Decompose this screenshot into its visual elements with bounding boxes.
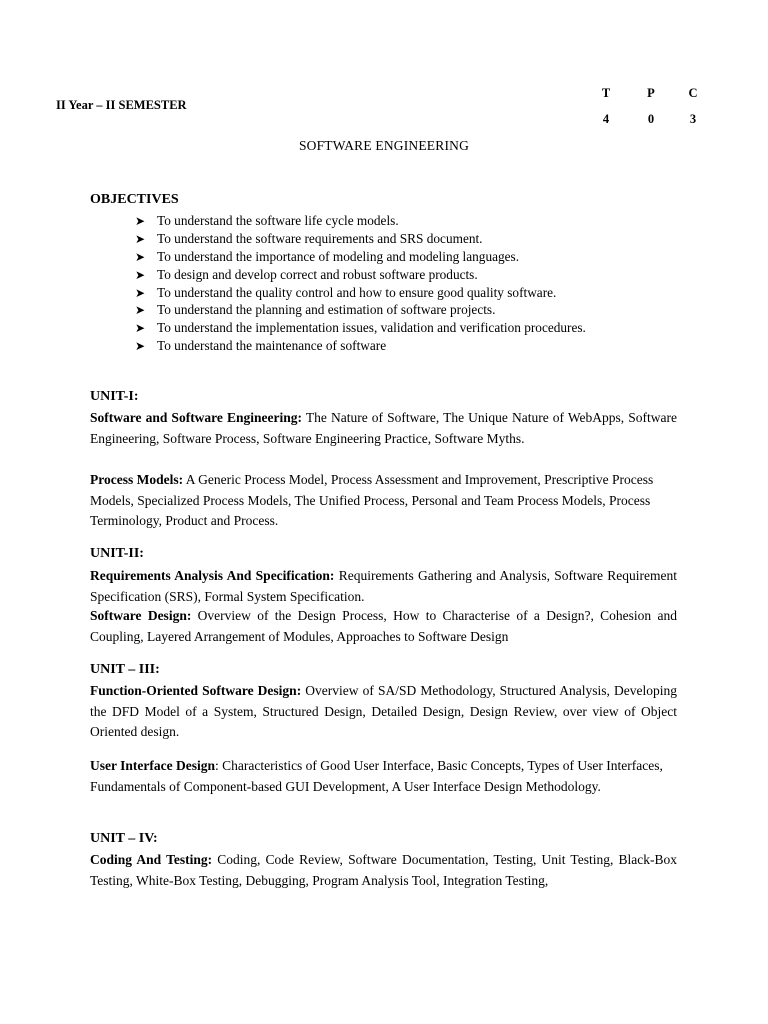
section-text: Overview of SA/SD Methodology, Structured Analysis, Developing the DFD Model of a System, Structured Design, Detailed Design, Design Review, over view of Object Oriented design. xyxy=(90,683,677,739)
section-lead: Software and Software Engineering: xyxy=(90,410,303,425)
year-semester-label: II Year – II SEMESTER xyxy=(56,98,187,112)
unit-1-heading: UNIT-I: xyxy=(90,389,139,404)
unit-4-section-1 xyxy=(90,850,677,891)
tpc-label-c: C xyxy=(688,86,698,100)
arrow-bullet-icon: ➤ xyxy=(135,267,146,282)
section-text: Overview of the Design Process, How to Characterise of a Design?, Cohesion and Coupling, Layered Arrangement of Modules, Approaches to Software Design xyxy=(90,608,677,644)
objective-text: To understand the software life cycle models. xyxy=(157,213,399,228)
section-text: : Characteristics of Good User Interface, Basic Concepts, Types of User Interfaces, Fundamentals of Component-based GUI Development, A User Interface Design Methodology. xyxy=(90,758,663,794)
section-lead: Requirements Analysis And Specification: xyxy=(90,568,335,583)
section-text: Requirements Gathering and Analysis, Software Requirement Specification (SRS), Formal System Specification. xyxy=(90,568,677,604)
objective-item xyxy=(135,319,735,337)
unit-3-section-1 xyxy=(90,681,677,743)
objective-text: To design and develop correct and robust software products. xyxy=(157,266,478,282)
tpc-label-p: P xyxy=(647,86,655,100)
objective-item xyxy=(135,266,735,284)
objective-item xyxy=(135,230,735,248)
unit-3-heading: UNIT – III: xyxy=(90,662,160,677)
arrow-bullet-icon: ➤ xyxy=(135,339,146,354)
objective-item xyxy=(135,301,735,319)
objective-item xyxy=(135,284,735,302)
objectives-heading: OBJECTIVES xyxy=(90,192,179,207)
unit-1-section-2 xyxy=(90,470,677,532)
objective-item xyxy=(135,337,735,355)
tpc-value-c: 3 xyxy=(689,112,697,126)
arrow-bullet-icon: ➤ xyxy=(135,285,146,300)
section-text: Coding, Code Review, Software Documentation, Testing, Unit Testing, Black-Box Testing, White-Box Testing, Debugging, Program Analysis Tool, Integration Testing, xyxy=(90,852,677,888)
objective-text: To understand the software requirements and SRS document. xyxy=(157,230,483,246)
section-lead: Function-Oriented Software Design: xyxy=(90,683,302,698)
course-title: SOFTWARE ENGINEERING xyxy=(298,138,470,153)
objective-item xyxy=(135,248,735,266)
arrow-bullet-icon: ➤ xyxy=(135,214,146,228)
section-lead: Coding And Testing: xyxy=(90,852,213,867)
objective-text: To understand the maintenance of software xyxy=(157,338,387,354)
objective-item xyxy=(135,212,735,230)
section-text: A Generic Process Model, Process Assessment and Improvement, Prescriptive Process Models, Specialized Process Models, The Unified Process, Personal and Team Process Models, Process Terminology, Product and Process. xyxy=(90,472,654,528)
unit-2-section-2 xyxy=(90,606,677,647)
arrow-bullet-icon: ➤ xyxy=(135,249,146,264)
section-lead: Software Design: xyxy=(90,608,192,623)
objective-text: To understand the quality control and how to ensure good quality software. xyxy=(157,284,557,300)
unit-4-heading: UNIT – IV: xyxy=(90,831,158,846)
unit-1-section-1 xyxy=(90,408,677,449)
arrow-bullet-icon: ➤ xyxy=(135,303,146,318)
unit-3-section-2 xyxy=(90,756,677,797)
unit-2-heading: UNIT-II: xyxy=(90,546,144,561)
section-lead: User Interface Design xyxy=(90,758,215,773)
arrow-bullet-icon: ➤ xyxy=(135,231,146,246)
section-lead: Process Models: xyxy=(90,472,184,487)
arrow-bullet-icon: ➤ xyxy=(135,321,146,336)
objective-text: To understand the implementation issues, validation and verification procedures. xyxy=(157,320,586,336)
tpc-label-t: T xyxy=(601,86,611,100)
tpc-value-p: 0 xyxy=(647,112,655,126)
objective-text: To understand the importance of modeling and modeling languages. xyxy=(157,248,520,264)
objective-text: To understand the planning and estimation of software projects. xyxy=(157,302,496,318)
unit-2-section-1 xyxy=(90,566,677,607)
tpc-value-t: 4 xyxy=(602,112,610,126)
objectives-list xyxy=(135,212,735,355)
section-text: The Nature of Software, The Unique Nature of WebApps, Software Engineering, Software Process, Software Engineering Practice, Software Myths. xyxy=(90,410,678,446)
